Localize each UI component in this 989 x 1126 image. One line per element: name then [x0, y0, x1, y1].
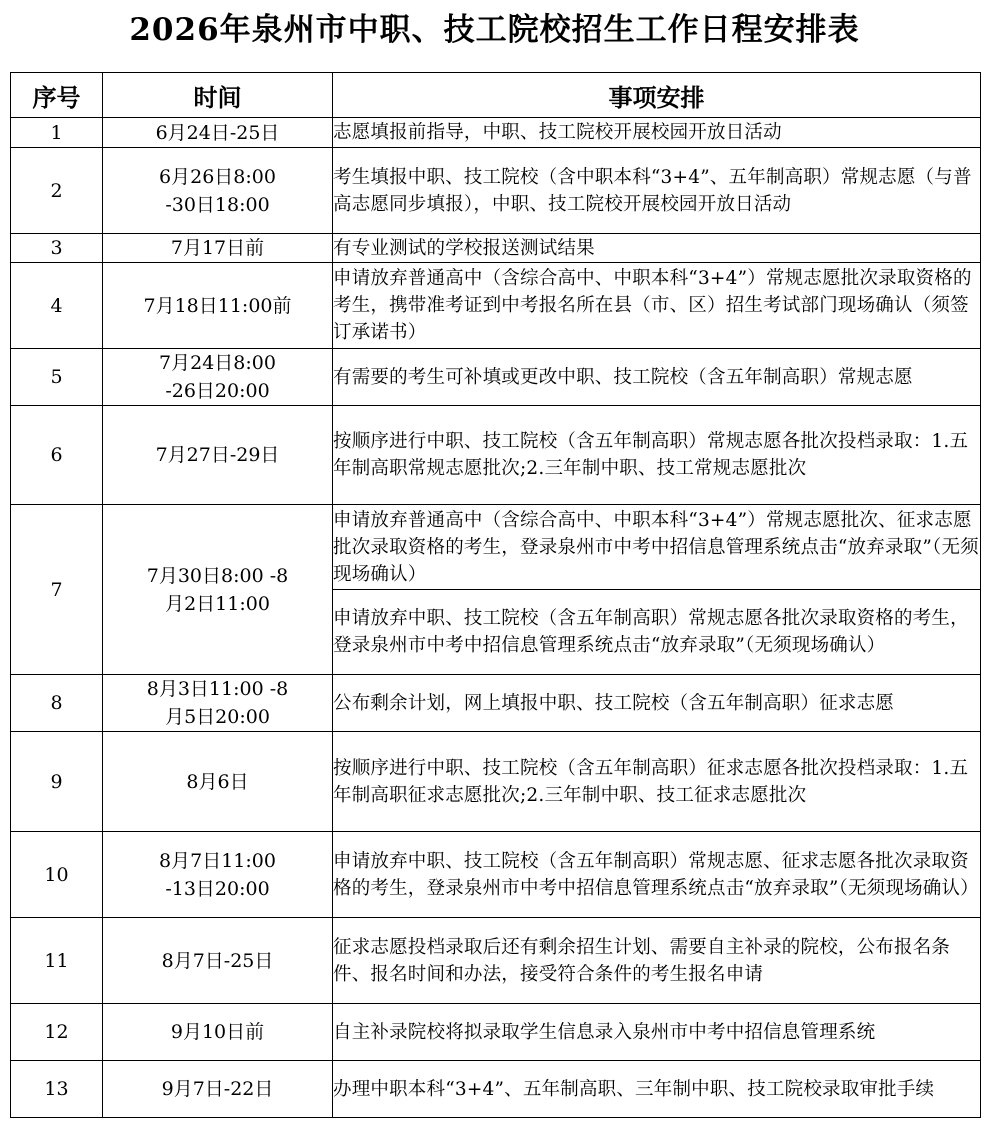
table-row — [11, 505, 981, 590]
row-desc: 有专业测试的学校报送测试结果 — [333, 234, 981, 263]
table-header-row — [11, 73, 981, 118]
row-desc: 自主补录院校将拟录取学生信息录入泉州市中考中招信息管理系统 — [333, 1004, 981, 1061]
row-desc: 志愿填报前指导，中职、技工院校开展校园开放日活动 — [333, 118, 981, 148]
row-num: 13 — [11, 1061, 103, 1118]
row-num: 10 — [11, 832, 103, 918]
schedule-table — [10, 72, 981, 1118]
header-desc: 事项安排 — [333, 73, 981, 118]
row-time: 9月7日-22日 — [103, 1061, 333, 1118]
row-desc: 考生填报中职、技工院校（含中职本科“3+4”、五年制高职）常规志愿（与普高志愿同步填报），中职、技工院校开展校园开放日活动 — [333, 148, 981, 234]
table-row — [11, 732, 981, 832]
table-row — [11, 918, 981, 1004]
header-num: 序号 — [11, 73, 103, 118]
row-num: 7 — [11, 505, 103, 675]
table-row — [11, 1004, 981, 1061]
table-row — [11, 1061, 981, 1118]
row-num: 12 — [11, 1004, 103, 1061]
row-time: 7月18日11:00前 — [103, 263, 333, 349]
row-num: 4 — [11, 263, 103, 349]
row-num: 3 — [11, 234, 103, 263]
row-num: 6 — [11, 406, 103, 505]
table-row — [11, 675, 981, 732]
row-desc: 申请放弃中职、技工院校（含五年制高职）常规志愿、征求志愿各批次录取资格的考生，登录泉州市中考中招信息管理系统点击“放弃录取”（无须现场确认） — [333, 832, 981, 918]
row-num: 1 — [11, 118, 103, 148]
row-desc: 申请放弃中职、技工院校（含五年制高职）常规志愿各批次录取资格的考生，登录泉州市中考中招信息管理系统点击“放弃录取”（无须现场确认） — [333, 590, 981, 675]
row-desc: 申请放弃普通高中（含综合高中、中职本科“3+4”）常规志愿批次、征求志愿批次录取资格的考生，登录泉州市中考中招信息管理系统点击“放弃录取”（无须现场确认） — [333, 505, 981, 590]
row-num: 5 — [11, 349, 103, 406]
row-time: 6月24日-25日 — [103, 118, 333, 148]
row-num: 2 — [11, 148, 103, 234]
table-row — [11, 148, 981, 234]
table-row — [11, 263, 981, 349]
table-row — [11, 406, 981, 505]
row-time: 7月24日8:00 -26日20:00 — [103, 349, 333, 406]
row-time: 8月7日-25日 — [103, 918, 333, 1004]
row-time: 8月3日11:00 -8月5日20:00 — [103, 675, 333, 732]
row-time: 8月7日11:00 -13日20:00 — [103, 832, 333, 918]
table-row — [11, 349, 981, 406]
table-row — [11, 234, 981, 263]
header-time: 时间 — [103, 73, 333, 118]
row-num: 8 — [11, 675, 103, 732]
row-time: 7月17日前 — [103, 234, 333, 263]
row-desc: 按顺序进行中职、技工院校（含五年制高职）常规志愿各批次投档录取：1.五年制高职常规志愿批次;2.三年制中职、技工常规志愿批次 — [333, 406, 981, 505]
row-num: 9 — [11, 732, 103, 832]
row-time: 7月27日-29日 — [103, 406, 333, 505]
page-title: 2026年泉州市中职、技工院校招生工作日程安排表 — [129, 12, 860, 48]
row-time: 6月26日8:00 -30日18:00 — [103, 148, 333, 234]
row-time: 7月30日8:00 -8月2日11:00 — [103, 505, 333, 675]
row-desc: 按顺序进行中职、技工院校（含五年制高职）征求志愿各批次投档录取：1.五年制高职征求志愿批次;2.三年制中职、技工征求志愿批次 — [333, 732, 981, 832]
row-desc: 申请放弃普通高中（含综合高中、中职本科“3+4”）常规志愿批次录取资格的考生，携带准考证到中考报名所在县（市、区）招生考试部门现场确认（须签订承诺书） — [333, 263, 981, 349]
row-time: 9月10日前 — [103, 1004, 333, 1061]
row-desc: 公布剩余计划，网上填报中职、技工院校（含五年制高职）征求志愿 — [333, 675, 981, 732]
row-time: 8月6日 — [103, 732, 333, 832]
table-row — [11, 118, 981, 148]
row-desc: 有需要的考生可补填或更改中职、技工院校（含五年制高职）常规志愿 — [333, 349, 981, 406]
table-row — [11, 832, 981, 918]
row-desc: 办理中职本科“3+4”、五年制高职、三年制中职、技工院校录取审批手续 — [333, 1061, 981, 1118]
row-desc: 征求志愿投档录取后还有剩余招生计划、需要自主补录的院校，公布报名条件、报名时间和办法，接受符合条件的考生报名申请 — [333, 918, 981, 1004]
row-num: 11 — [11, 918, 103, 1004]
